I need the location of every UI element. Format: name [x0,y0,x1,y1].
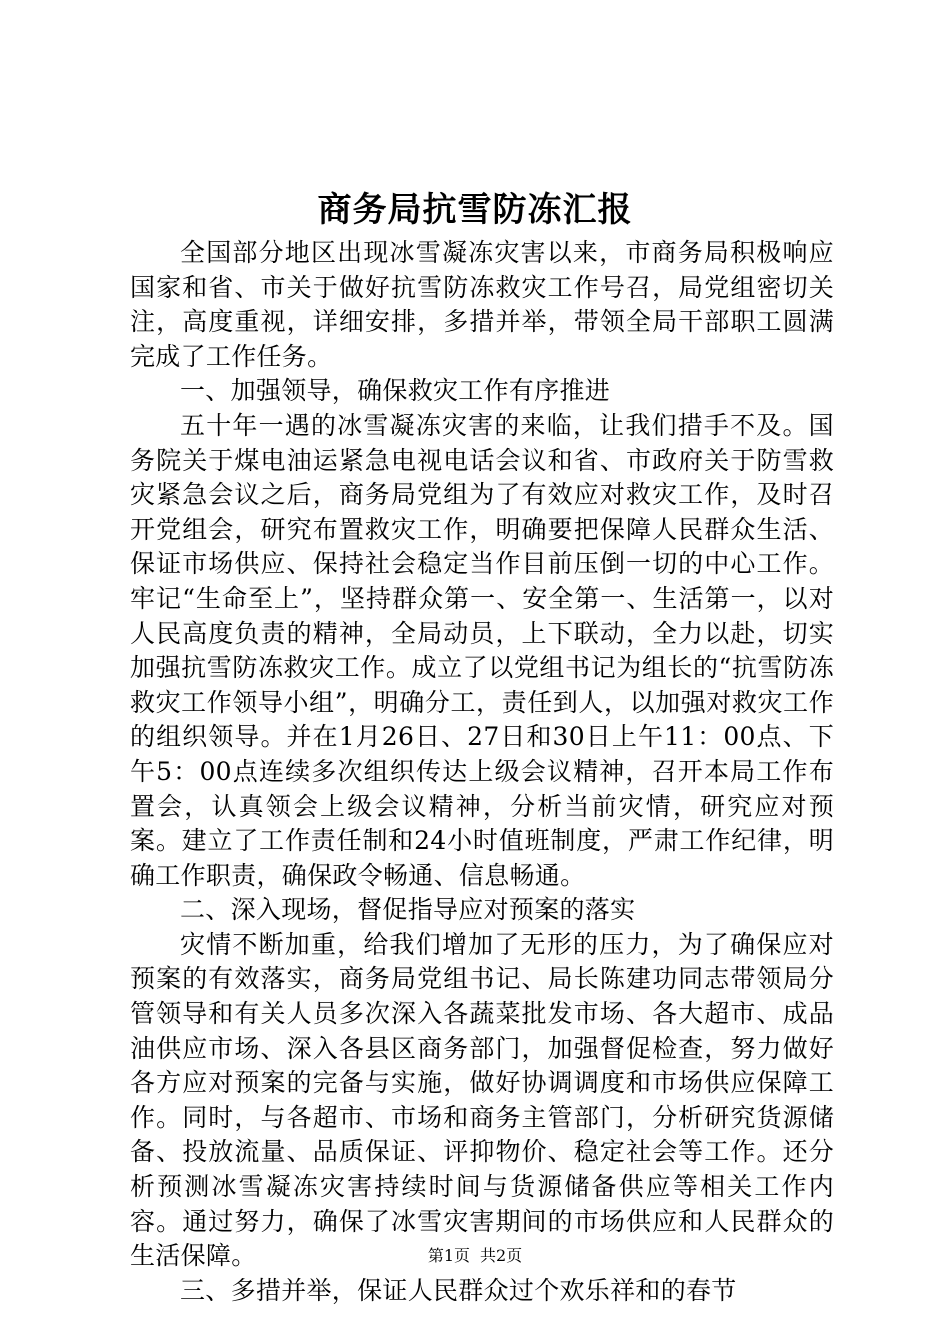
section-heading-3: 三、多措并举，保证人民群众过个欢乐祥和的春节 [180,1275,737,1305]
section-heading-1: 一、加强领导，确保救灾工作有序推进 [180,376,611,406]
document-body [130,236,834,1308]
page-number: 第1页 [427,1246,470,1265]
page-total: 共2页 [480,1246,523,1265]
intro-paragraph: 全国部分地区出现冰雪凝冻灾害以来，市商务局积极响应国家和省、市关于做好抗雪防冻救灾工作号召，局党组密切关注，高度重视，详细安排，多措并举，带领全局干部职工圆满完成了工作任务。 [130,238,834,371]
section-paragraph-2: 灾情不断加重，给我们增加了无形的压力，为了确保应对预案的有效落实，商务局党组书记、局长陈建功同志带领局分管领导和有关人员多次深入各蔬菜批发市场、各大超市、成品油供应市场、深入各县区商务部门，加强督促检查，努力做好各方应对预案的完备与实施，做好协调调度和市场供应保障工作。同时，与各超市、市场和商务主管部门，分析研究货源储备、投放流量、品质保证、评抑物价、稳定社会等工作。还分析预测冰雪凝冻灾害持续时间与货源储备供应等相关工作内容。通过努力，确保了冰雪灾害期间的市场供应和人民群众的生活保障。 [130,929,834,1271]
page-footer [0,1245,950,1267]
document-title: 商务局抗雪防冻汇报 [317,190,633,230]
section-paragraph-1: 五十年一遇的冰雪凝冻灾害的来临，让我们措手不及。国务院关于煤电油运紧急电视电话会议和省、市政府关于防雪救灾紧急会议之后，商务局党组为了有效应对救灾工作，及时召开党组会，研究布置救灾工作，明确要把保障人民群众生活、保证市场供应、保持社会稳定当作目前压倒一切的中心工作。牢记“生命至上”，坚持群众第一、安全第一、生活第一，以对人民高度负责的精神，全局动员，上下联动，全力以赴，切实加强抗雪防冻救灾工作。成立了以党组书记为组长的“抗雪防冻救灾工作领导小组”，明确分工，责任到人，以加强对救灾工作的组织领导。并在1月26日、27日和30日上午11：00点、下午5：00点连续多次组织传达上级会议精神，召开本局工作布置会，认真领会上级会议精神，分析当前灾情，研究应对预案。建立了工作责任制和24小时值班制度，严肃工作纪律，明确工作职责，确保政令畅通、信息畅通。 [130,410,834,890]
section-heading-2: 二、深入现场，督促指导应对预案的落实 [180,895,636,925]
